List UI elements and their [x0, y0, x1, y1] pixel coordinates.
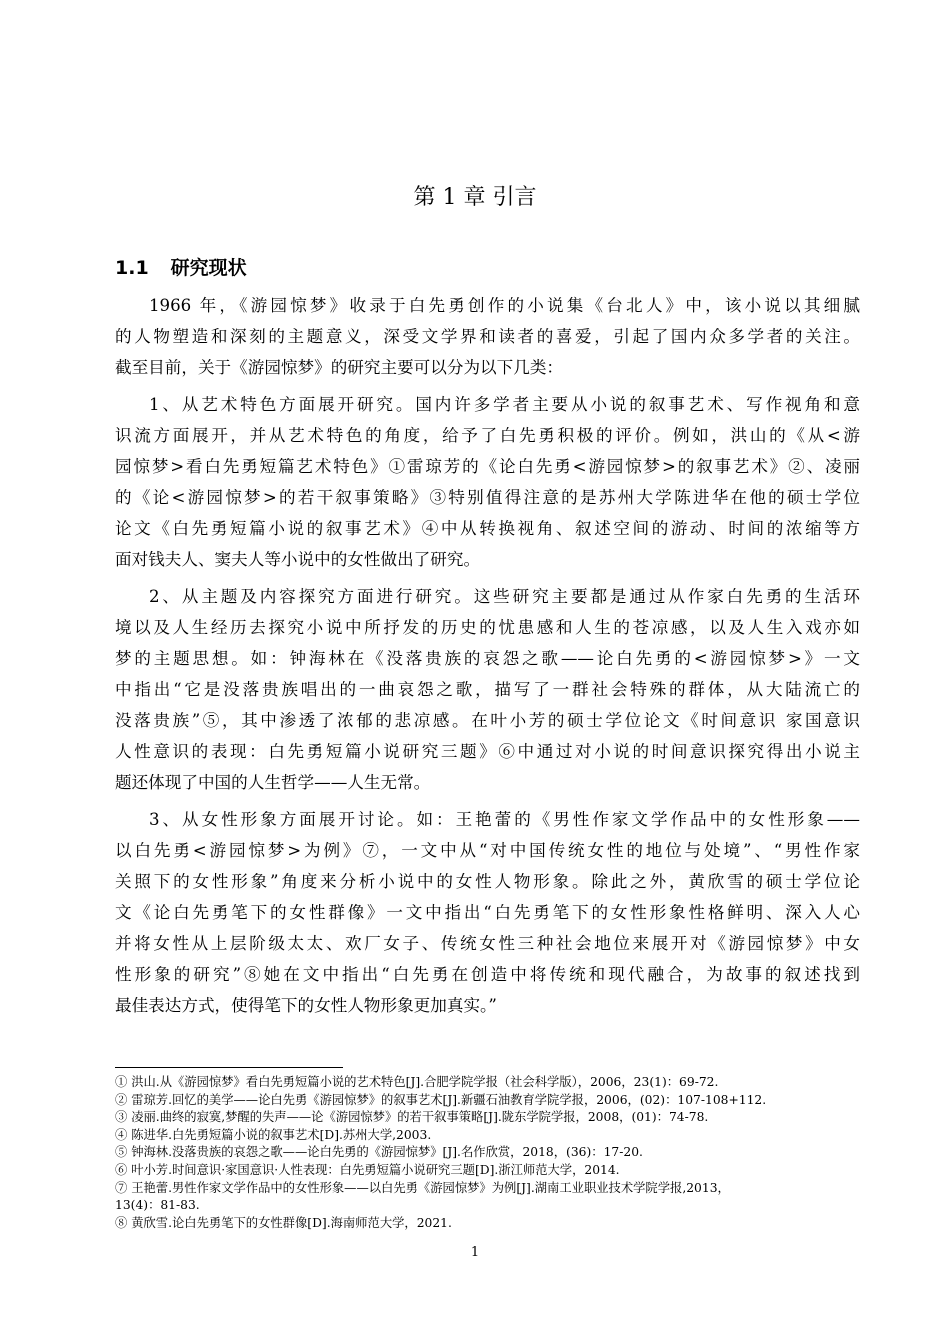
paragraph: [115, 581, 860, 798]
footnote-divider: [115, 1067, 343, 1068]
footnote: ① 洪山.从《游园惊梦》看白先勇短篇小说的艺术特色[J].合肥学院学报（社会科学版），2006，23(1)：69-72.: [115, 1075, 719, 1089]
text-line: 3、从女性形象方面展开讨论。如：王艳蕾的《男性作家文学作品中的女性形象——: [149, 810, 860, 829]
text-line: 关照下的女性形象”角度来分析小说中的女性人物形象。除此之外，黄欣雪的硕士学位论: [115, 872, 860, 891]
paragraph: [115, 389, 860, 575]
footnote: ⑦ 王艳蕾.男性作家文学作品中的女性形象——以白先勇《游园惊梦》为例[J].湖南工业职业技术学院学报,2013，: [115, 1180, 730, 1195]
body-text: [115, 290, 860, 1027]
text-line: 论文《白先勇短篇小说的叙事艺术》④中从转换视角、叙述空间的游动、时间的浓缩等方: [115, 519, 860, 538]
text-line: 中指出“它是没落贵族唱出的一曲哀怨之歌，描写了一群社会特殊的群体，从大陆流亡的: [115, 680, 860, 699]
chapter-title: 第 1 章 引言: [413, 185, 537, 210]
text-line: 园惊梦>看白先勇短篇艺术特色》①雷琼芳的《论白先勇<游园惊梦>的叙事艺术》②、凌丽: [115, 457, 860, 476]
text-line: 截至目前，关于《游园惊梦》的研究主要可以分为以下几类：: [115, 358, 564, 377]
text-line: 题还体现了中国的人生哲学——人生无常。: [115, 773, 431, 792]
footnotes: [115, 1074, 835, 1232]
text-line: 梦的主题思想。如：钟海林在《没落贵族的哀怨之歌——论白先勇的<游园惊梦>》一文: [115, 649, 860, 668]
text-line: 面对钱夫人、窦夫人等小说中的女性做出了研究。: [115, 550, 481, 569]
footnote: ⑧ 黄欣雪.论白先勇笔下的女性群像[D].海南师范大学，2021.: [115, 1215, 452, 1230]
section-title: 研究现状: [170, 257, 247, 279]
section-number: 1.1: [115, 257, 149, 279]
paragraph: [115, 804, 860, 1021]
text-line: 的《论<游园惊梦>的若干叙事策略》③特别值得注意的是苏州大学陈进华在他的硕士学位: [115, 488, 860, 507]
text-line: 性形象的研究”⑧她在文中指出“白先勇在创造中将传统和现代融合，为故事的叙述找到: [115, 965, 860, 984]
text-line: 1、从艺术特色方面展开研究。国内许多学者主要从小说的叙事艺术、写作视角和意: [149, 395, 860, 414]
text-line: 没落贵族”⑤，其中渗透了浓郁的悲凉感。在叶小芳的硕士学位论文《时间意识 家国意识: [115, 711, 860, 730]
text-line: 境以及人生经历去探究小说中所抒发的历史的忧患感和人生的苍凉感，以及人生入戏亦如: [115, 618, 860, 637]
paragraph: [115, 290, 860, 383]
section-heading: [115, 253, 269, 280]
footnote: ④ 陈进华.白先勇短篇小说的叙事艺术[D].苏州大学,2003.: [115, 1127, 432, 1142]
page-number: 1: [470, 1245, 480, 1260]
text-line: 最佳表达方式，使得笔下的女性人物形象更加真实。”: [115, 996, 497, 1015]
text-line: 并将女性从上层阶级太太、欢厂女子、传统女性三种社会地位来展开对《游园惊梦》中女: [115, 934, 860, 953]
text-line: 2、从主题及内容探究方面进行研究。这些研究主要都是通过从作家白先勇的生活环: [149, 587, 860, 606]
text-line: 文《论白先勇笔下的女性群像》一文中指出“白先勇笔下的女性形象性格鲜明、深入人心: [115, 903, 860, 922]
text-line: 的人物塑造和深刻的主题意义，深受文学界和读者的喜爱，引起了国内众多学者的关注。: [115, 327, 860, 346]
text-line: 1966 年，《游园惊梦》收录于白先勇创作的小说集《台北人》中，该小说以其细腻: [149, 296, 860, 315]
footnote: ⑥ 叶小芳.时间意识·家国意识·人性表现：白先勇短篇小说研究三题[D].浙江师范大学，2014.: [115, 1162, 620, 1177]
footnote: ⑤ 钟海林.没落贵族的哀怨之歌——论白先勇的《游园惊梦》[J].名作欣赏，2018，(36)：17-20.: [115, 1145, 643, 1160]
footnote: ③ 凌丽.曲终的寂寞,梦醒的失声——论《游园惊梦》的若干叙事策略[J].陇东学院学报，2008，(01)：74-78.: [115, 1110, 709, 1125]
footnote: 13(4)：81-83.: [115, 1198, 200, 1213]
text-line: 以白先勇<游园惊梦>为例》⑦，一文中从“对中国传统女性的地位与处境”、“男性作家: [115, 841, 860, 860]
text-line: 人性意识的表现：白先勇短篇小说研究三题》⑥中通过对小说的时间意识探究得出小说主: [115, 742, 860, 761]
footnote: ② 雷琼芳.回忆的美学——论白先勇《游园惊梦》的叙事艺术[J].新疆石油教育学院学报，2006，(02)：107-108+112.: [115, 1092, 767, 1107]
text-line: 识流方面展开，并从艺术特色的角度，给予了白先勇积极的评价。例如，洪山的《从<游: [115, 426, 860, 445]
